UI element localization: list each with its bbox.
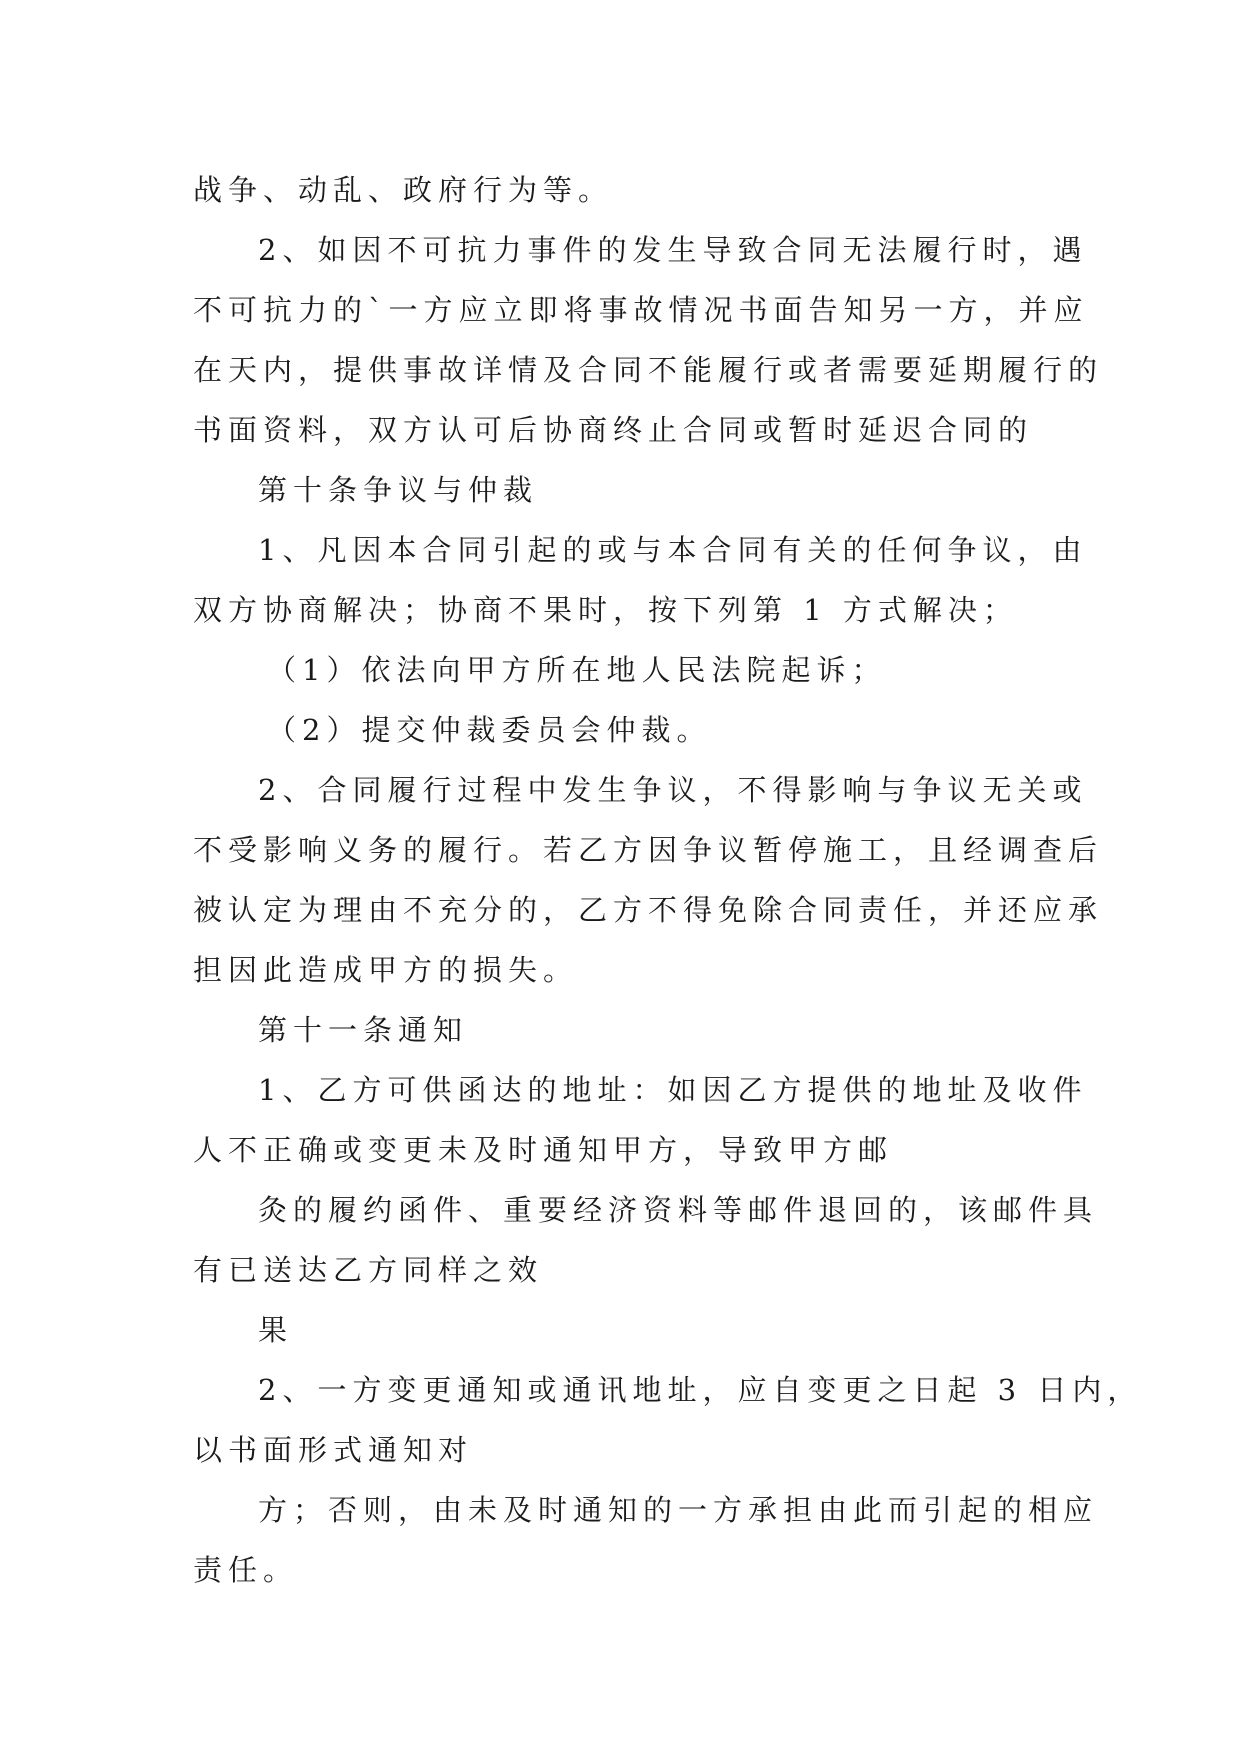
document-body — [193, 160, 1143, 1600]
text-line: 担因此造成甲方的损失。 — [193, 953, 579, 987]
text-line: 战争、动乱、政府行为等。 — [193, 173, 614, 207]
text-line: 以书面形式通知对 — [193, 1433, 474, 1467]
text-line: 2、如因不可抗力事件的发生导致合同无法履行时，遇 — [258, 233, 1088, 267]
text-line: 方；否则，由未及时通知的一方承担由此而引起的相应 — [258, 1493, 1099, 1527]
text-line: 人不正确或变更未及时通知甲方，导致甲方邮 — [193, 1133, 894, 1167]
text-line: 2、一方变更通知或通讯地址，应自变更之日起 3 日内， — [258, 1373, 1143, 1407]
text-line: 不受影响义务的履行。若乙方因争议暂停施工，且经调查后 — [193, 833, 1104, 867]
list-item: （1）依法向甲方所在地人民法院起诉； — [267, 653, 887, 687]
text-line: 1、乙方可供函达的地址：如因乙方提供的地址及收件 — [258, 1073, 1088, 1107]
text-line: 有已送达乙方同样之效 — [193, 1253, 544, 1287]
text-line: 灸的履约函件、重要经济资料等邮件退回的，该邮件具 — [258, 1193, 1099, 1227]
text-line: 书面资料，双方认可后协商终止合同或暂时延迟合同的 — [193, 413, 1034, 447]
text-line: 果 — [258, 1313, 294, 1347]
section-heading: 第十一条通知 — [258, 1013, 469, 1047]
text-line: 责任。 — [193, 1553, 299, 1587]
text-line: 1、凡因本合同引起的或与本合同有关的任何争议，由 — [258, 533, 1088, 567]
section-heading: 第十条争议与仲裁 — [258, 473, 539, 507]
list-item: （2）提交仲裁委员会仲裁。 — [267, 713, 712, 747]
text-line: 在天内，提供事故详情及合同不能履行或者需要延期履行的 — [193, 353, 1104, 387]
text-line: 不可抗力的`一方应立即将事故情况书面告知另一方，并应 — [193, 293, 1089, 327]
text-line: 双方协商解决；协商不果时，按下列第 1 方式解决； — [193, 593, 1018, 627]
text-line: 2、合同履行过程中发生争议，不得影响与争议无关或 — [258, 773, 1088, 807]
text-line: 被认定为理由不充分的，乙方不得免除合同责任，并还应承 — [193, 893, 1104, 927]
